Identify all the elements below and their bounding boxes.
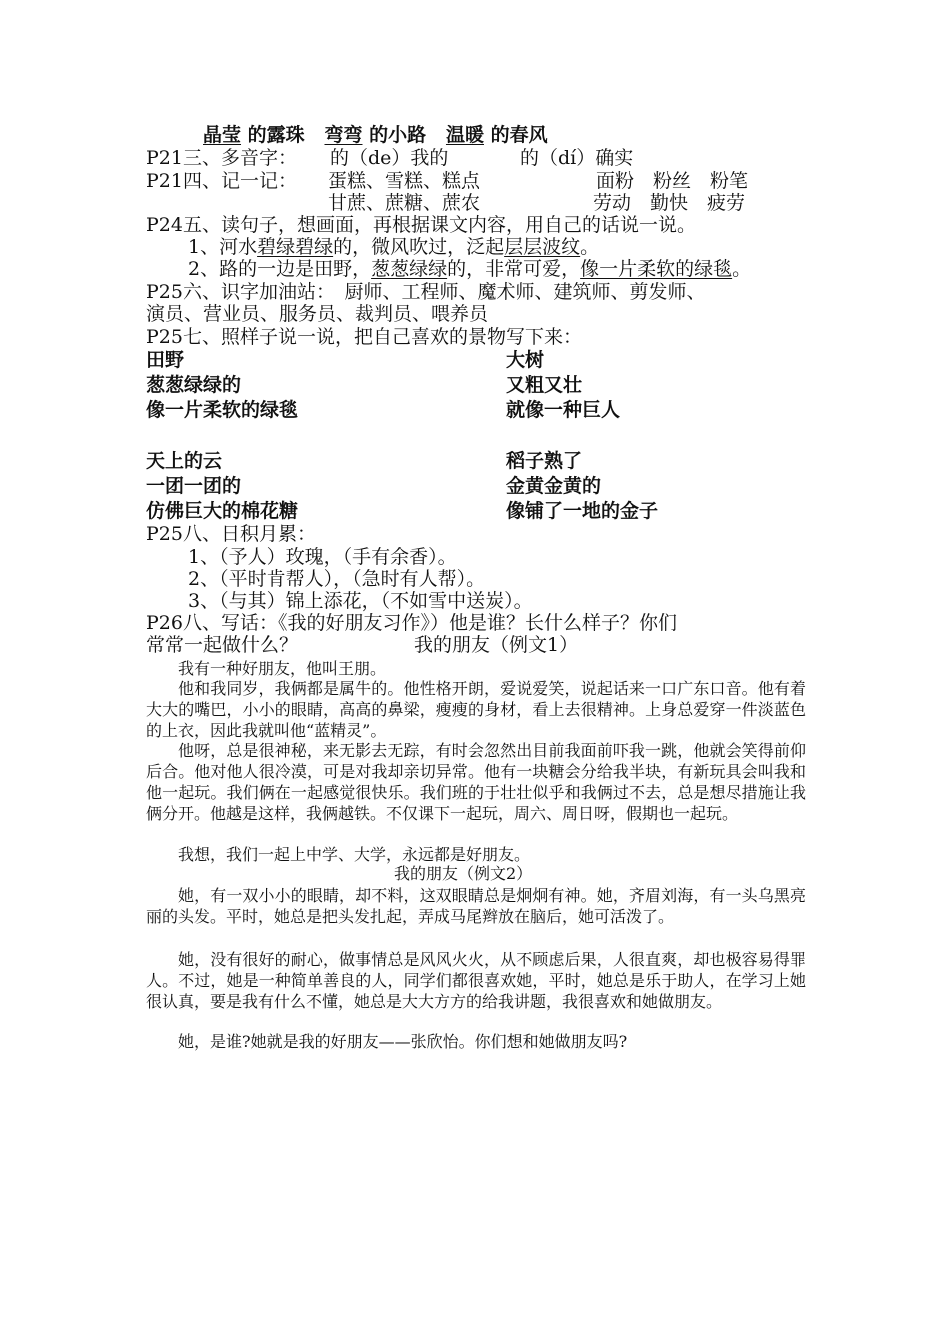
sentence-2 [188, 258, 751, 280]
sentence-text: 。 [732, 258, 752, 280]
proverb-line: 3、（与其）锦上添花，（不如雪中送炭）。 [188, 590, 533, 612]
example-line: 金黄金黄的 [506, 475, 602, 497]
underlined-phrase: 像一片柔软的绿毯 [580, 258, 733, 280]
example-line: 葱葱绿绿的 [146, 374, 242, 396]
section-heading: P25七、照样子说一说，把自己喜欢的景物写下来： [146, 326, 582, 348]
section-heading: P21三、多音字： [146, 147, 297, 169]
section-heading: P25六、识字加油站： 厨师、工程师、魔术师、建筑师、剪发师、 [146, 281, 706, 303]
example-line: 就像一种巨人 [506, 399, 621, 421]
phrase-line [203, 124, 548, 146]
word-group: 甘蔗、蔗糖、蔗农 [328, 192, 481, 214]
sentence-text: 1、河水 [188, 236, 258, 258]
word-group: 劳动 勤快 疲劳 [593, 192, 746, 214]
sentence-text: 的，非常可爱， [447, 258, 581, 280]
sentence-text: 2、路的一边是田野， [188, 258, 372, 280]
sentence-1 [188, 236, 599, 258]
polyphone-a: 的（de）我的 [330, 147, 449, 169]
phrase-word: 温暖 [445, 124, 484, 146]
proverb-line: 2、（平时肯帮人），（急时有人帮）。 [188, 568, 486, 590]
essay1-paragraph: 他和我同岁，我俩都是属牛的。他性格开朗，爱说爱笑，说起话来一口广东口音。他有着大大的嘴巴，小小的眼睛，高高的鼻梁，瘦瘦的身材，看上去很精神。上身总爱穿一件淡蓝色的上衣，因此我就叫他“蓝精灵”。 [146, 679, 806, 740]
underlined-phrase: 碧绿碧绿 [257, 236, 334, 258]
phrase-text: 的小路 [362, 124, 433, 146]
example-line: 一团一团的 [146, 475, 242, 497]
example-line: 像铺了一地的金子 [506, 500, 659, 522]
essay2-paragraph: 她，是谁?她就是我的好朋友——张欣怡。你们想和她做朋友吗? [178, 1032, 628, 1051]
underlined-phrase: 层层波纹 [504, 236, 581, 258]
essay1-paragraph: 我想，我们一起上中学、大学，永远都是好朋友。 [178, 845, 531, 864]
writing-prompt: 常常一起做什么？ [146, 634, 299, 656]
profession-list: 演员、营业员、服务员、裁判员、喂养员 [146, 303, 489, 325]
section-heading: P25八、日积月累： [146, 523, 316, 545]
sentence-text: 。 [580, 236, 600, 258]
sentence-text: 的，微风吹过，泛起 [333, 236, 505, 258]
essay1-paragraph: 我有一种好朋友，他叫王朋。 [178, 659, 387, 678]
phrase-word: 弯弯 [324, 124, 363, 146]
phrase-text: 的春风 [483, 124, 548, 146]
essay2-paragraph: 她，没有很好的耐心，做事情总是风风火火，从不顾虑后果，人很直爽，却也极容易得罪人。不过，她是一种简单善良的人，同学们都很喜欢她，平时，她总是乐于助人，在学习上她很认真，要是我有什么不懂，她总是大大方方的给我讲题，我很喜欢和她做朋友。 [146, 950, 806, 1011]
example-line: 稻子熟了 [506, 450, 583, 472]
example-line: 仿佛巨大的棉花糖 [146, 500, 299, 522]
polyphone-b: 的（dí）确实 [520, 147, 634, 169]
phrase-word: 晶莹 [203, 124, 242, 146]
word-group: 面粉 粉丝 粉笔 [596, 170, 749, 192]
essay-title: 我的朋友（例文1） [414, 634, 579, 656]
example-line: 大树 [506, 349, 545, 371]
essay-title: 我的朋友（例文2） [394, 864, 533, 883]
section-heading: P21四、记一记： [146, 170, 297, 192]
essay1-paragraph: 他呀，总是很神秘，来无影去无踪，有时会忽然出目前我面前吓我一跳，他就会笑得前仰后合。他对他人很冷漠，可是对我却亲切异常。他有一块糖会分给我半块，有新玩具会叫我和他一起玩。我们俩在一起感觉很快乐。我们班的于壮壮似乎和我俩过不去，总是想尽措施让我俩分开。他越是这样，我俩越铁。不仅课下一起玩，周六、周日呀，假期也一起玩。 [146, 741, 806, 823]
word-group: 蛋糕、雪糕、糕点 [328, 170, 481, 192]
proverb-line: 1、（予人）玫瑰，（手有余香）。 [188, 546, 457, 568]
essay2-paragraph: 她，有一双小小的眼睛，却不料，这双眼睛总是炯炯有神。她，齐眉刘海，有一头乌黑亮丽的头发。平时，她总是把头发扎起，弄成马尾辫放在脑后，她可活泼了。 [146, 886, 806, 926]
example-line: 像一片柔软的绿毯 [146, 399, 299, 421]
example-line: 田野 [146, 349, 185, 371]
section-heading: P26八、写话：《我的好朋友习作》）他是谁？长什么样子？你们 [146, 612, 677, 634]
section-heading: P24五、读句子，想画面，再根据课文内容，用自己的话说一说。 [146, 214, 696, 236]
phrase-text: 的露珠 [241, 124, 312, 146]
example-line: 天上的云 [146, 450, 223, 472]
underlined-phrase: 葱葱绿绿 [371, 258, 448, 280]
example-line: 又粗又壮 [506, 374, 583, 396]
